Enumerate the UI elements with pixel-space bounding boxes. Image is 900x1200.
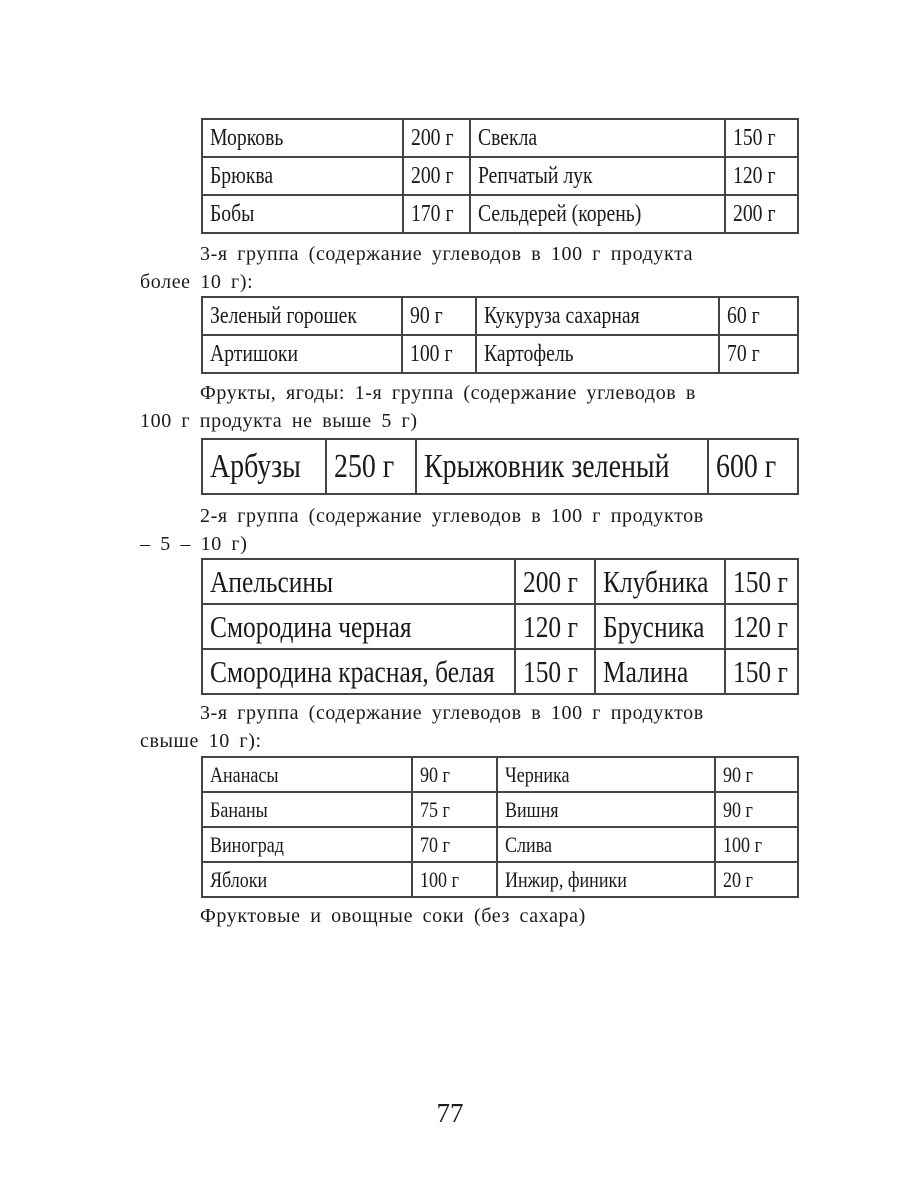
table-row	[202, 559, 798, 604]
amount-cell: 90 г	[402, 297, 476, 335]
product-cell: Бобы	[202, 195, 403, 233]
amount-cell: 200 г	[403, 119, 470, 157]
amount-cell: 150 г	[515, 649, 595, 694]
product-cell: Брюква	[202, 157, 403, 195]
text-line: Фрукты, ягоды: 1-я группа (содержание углеводов в	[200, 382, 696, 404]
amount-cell: 60 г	[719, 297, 798, 335]
table-row	[202, 792, 798, 827]
vegetables-group2-table	[201, 118, 799, 234]
text-line: свыше 10 г):	[140, 730, 262, 752]
product-cell: Брусника	[595, 604, 725, 649]
table-row	[202, 195, 798, 233]
amount-cell: 200 г	[515, 559, 595, 604]
fruits-group2-table	[201, 558, 799, 695]
amount-cell: 120 г	[725, 604, 798, 649]
text-line: 3-я группа (содержание углеводов в 100 г продукта	[200, 243, 694, 265]
product-cell: Вишня	[497, 792, 715, 827]
table-row	[202, 604, 798, 649]
product-cell: Малина	[595, 649, 725, 694]
vegetables-group3-heading	[140, 240, 780, 296]
product-cell: Виноград	[202, 827, 412, 862]
amount-cell: 75 г	[412, 792, 497, 827]
product-cell: Морковь	[202, 119, 403, 157]
amount-cell: 200 г	[403, 157, 470, 195]
product-cell: Арбузы	[202, 439, 326, 494]
text-line: – 5 – 10 г)	[140, 533, 248, 555]
table-row	[202, 439, 798, 494]
text-line: 2-я группа (содержание углеводов в 100 г продуктов	[200, 505, 704, 527]
table-row	[202, 862, 798, 897]
product-cell: Клубника	[595, 559, 725, 604]
product-cell: Смородина красная, белая	[202, 649, 515, 694]
product-cell: Кукуруза сахарная	[476, 297, 719, 335]
product-cell: Артишоки	[202, 335, 402, 373]
fruits-group3-heading	[140, 699, 780, 755]
product-cell: Слива	[497, 827, 715, 862]
table-row	[202, 335, 798, 373]
juices-heading	[140, 902, 780, 930]
product-cell: Смородина черная	[202, 604, 515, 649]
product-cell: Апельсины	[202, 559, 515, 604]
table-row	[202, 649, 798, 694]
product-cell: Яблоки	[202, 862, 412, 897]
text-line: более 10 г):	[140, 271, 254, 293]
amount-cell: 70 г	[719, 335, 798, 373]
amount-cell: 100 г	[412, 862, 497, 897]
table-row	[202, 157, 798, 195]
amount-cell: 90 г	[412, 757, 497, 792]
product-cell: Картофель	[476, 335, 719, 373]
table-row	[202, 119, 798, 157]
page-number: 77	[436, 1098, 464, 1128]
amount-cell: 200 г	[725, 195, 798, 233]
text-line: Фруктовые и овощные соки (без сахара)	[200, 905, 586, 927]
amount-cell: 20 г	[715, 862, 798, 897]
amount-cell: 120 г	[725, 157, 798, 195]
product-cell: Свекла	[470, 119, 725, 157]
product-cell: Инжир, финики	[497, 862, 715, 897]
amount-cell: 120 г	[515, 604, 595, 649]
amount-cell: 150 г	[725, 649, 798, 694]
table-row	[202, 827, 798, 862]
amount-cell: 150 г	[725, 119, 798, 157]
text-line: 3-я группа (содержание углеводов в 100 г продуктов	[200, 702, 704, 724]
fruits-group3-table	[201, 756, 799, 898]
amount-cell: 90 г	[715, 792, 798, 827]
fruits-group1-table	[201, 438, 799, 495]
table-row	[202, 757, 798, 792]
product-cell: Зеленый горошек	[202, 297, 402, 335]
amount-cell: 600 г	[708, 439, 798, 494]
amount-cell: 250 г	[326, 439, 416, 494]
amount-cell: 90 г	[715, 757, 798, 792]
product-cell: Сельдерей (корень)	[470, 195, 725, 233]
amount-cell: 100 г	[402, 335, 476, 373]
amount-cell: 100 г	[715, 827, 798, 862]
product-cell: Черника	[497, 757, 715, 792]
product-cell: Ананасы	[202, 757, 412, 792]
amount-cell: 70 г	[412, 827, 497, 862]
amount-cell: 170 г	[403, 195, 470, 233]
fruits-group2-heading	[140, 502, 780, 558]
table-row	[202, 297, 798, 335]
vegetables-group3-table	[201, 296, 799, 374]
product-cell: Бананы	[202, 792, 412, 827]
fruits-group1-heading	[140, 379, 780, 435]
product-cell: Репчатый лук	[470, 157, 725, 195]
product-cell: Крыжовник зеленый	[416, 439, 708, 494]
text-line: 100 г продукта не выше 5 г)	[140, 410, 418, 432]
amount-cell: 150 г	[725, 559, 798, 604]
